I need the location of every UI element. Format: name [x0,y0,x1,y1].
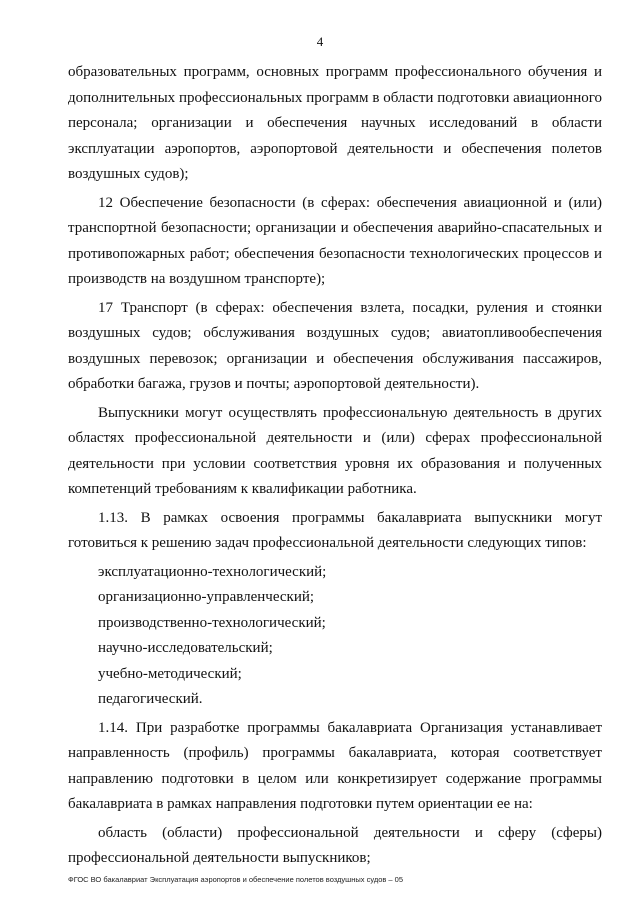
paragraph-security: 12 Обеспечение безопасности (в сферах: обеспечения авиационной и (или) транспортной безопасности; организации и обеспечения аварийно-спасательных и противопожарных работ; обеспечения безопасности технологических процессов и производств на воздушном транспорте); [68,194,602,287]
paragraph-area: область (области) профессиональной деятельности и сферу (сферы) профессиональной деятельности выпускников; [68,824,602,866]
paragraph-1-14: 1.14. При разработке программы бакалавриата Организация устанавливает направленность (профиль) программы бакалавриата, которая соответствует направлению подготовки в целом или конкретизирует содержание программы бакалавриата в рамках направления подготовки путем ориентации ее на: [68,719,602,812]
footer-text: ФГОС ВО бакалавриат Эксплуатация аэропортов и обеспечение полетов воздушных судов – 05 [68,875,404,884]
paragraph-transport: 17 Транспорт (в сферах: обеспечения взлета, посадки, руления и стоянки воздушных судов; обслуживания воздушных судов; авиатопливообеспечения воздушных перевозок; организации и обеспечения обслуживания пассажиров, обработки багажа, грузов и почты; аэропортовой деятельности). [68,299,602,392]
page-number: 4 [316,34,324,49]
paragraph-1-13: 1.13. В рамках освоения программы бакалавриата выпускники могут готовиться к решению задач профессиональной деятельности следующих типов: [68,509,602,551]
paragraph-continuation: образовательных программ, основных программ профессионального обучения и дополнительных профессиональных программ в области подготовки авиационного персонала; организации и обеспечения научных исследований в области эксплуатации аэропортов, аэропортовой деятельности и обеспечения полетов воздушных судов); [68,64,602,182]
list-item: учебно-методический; [98,665,242,682]
list-item: научно-исследовательский; [98,640,273,656]
task-type-list [68,560,602,713]
list-item: эксплуатационно-технологический; [98,563,327,580]
list-item: организационно-управленческий; [98,589,315,605]
list-item: педагогический. [98,691,203,707]
document-body [68,60,602,872]
list-item: производственно-технологический; [98,614,326,631]
paragraph-graduates: Выпускники могут осуществлять профессиональную деятельность в других областях профессиональной деятельности и (или) сферах профессиональной деятельности при условии соответствия уровня их образования и полученных компетенций требованиям к квалификации работника. [68,404,602,497]
